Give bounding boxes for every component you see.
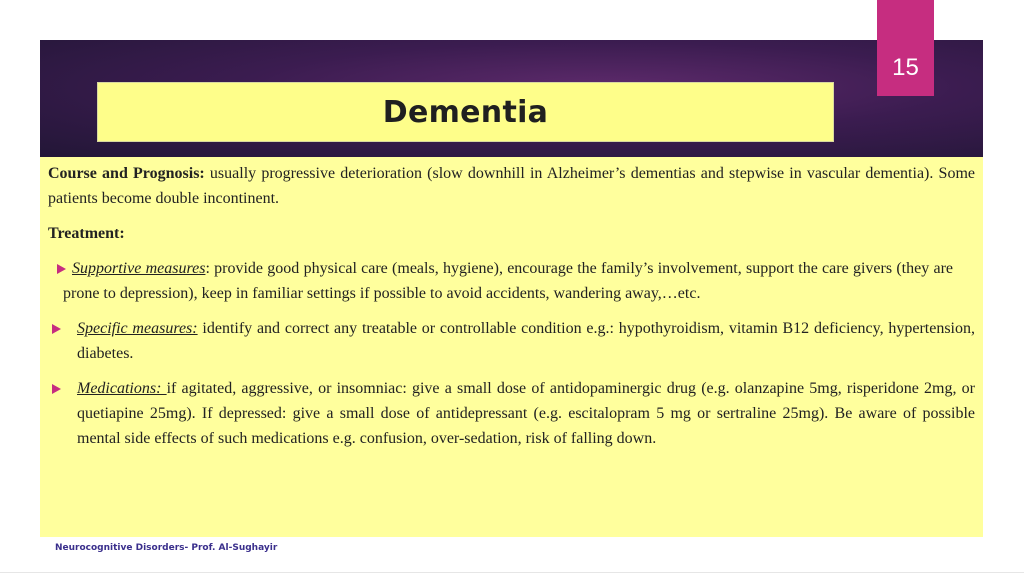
course-paragraph <box>48 161 975 211</box>
bullet-supportive <box>48 256 975 306</box>
title-box <box>97 82 834 142</box>
footer-text: Neurocognitive Disorders- Prof. Al-Sughayir <box>55 543 278 553</box>
course-text: usually progressive deterioration (slow downhill in Alzheimer’s dementias and stepwise in vascular dementia). Some patients become double incontinent. <box>48 165 976 207</box>
course-label: Course and Prognosis: <box>48 165 205 182</box>
body-text <box>48 161 975 461</box>
bullet-text-medications: if agitated, aggressive, or insomniac: give a small dose of antidopaminergic drug (e.g. olanzapine 5mg, risperidone 2mg, or quetiapine 25mg). If depressed: give a small dose of antidepressant (e.g. escitalopram 5 mg or sertraline 25mg). Be aware of possible mental side effects of such medications e.g. confusion, over-sedation, risk of falling down. <box>77 380 976 447</box>
content-area <box>40 157 983 537</box>
bottom-divider <box>0 572 1024 573</box>
slide-title: Dementia <box>382 94 549 130</box>
bullet-label-specific: Specific measures: <box>77 320 198 337</box>
bullet-specific <box>48 316 975 366</box>
bullet-medications <box>48 376 975 451</box>
page-number: 15 <box>892 54 919 81</box>
page-number-tab <box>877 0 934 96</box>
triangle-right-icon <box>52 324 61 334</box>
bullet-separator-supportive: : <box>205 260 210 277</box>
bullet-label-supportive: Supportive measures <box>72 260 206 277</box>
triangle-right-icon <box>57 264 66 274</box>
bullet-label-medications: Medications: <box>77 380 167 397</box>
triangle-right-icon <box>52 384 61 394</box>
treatment-heading: Treatment: <box>48 225 125 242</box>
bullet-text-supportive: provide good physical care (meals, hygiene), encourage the family’s involvement, support the care givers (they are prone to depression), keep in familiar settings if possible to avoid accidents, wandering away,…etc. <box>63 260 953 302</box>
bullet-text-specific: identify and correct any treatable or controllable condition e.g.: hypothyroidism, vitamin B12 deficiency, hypertension, diabetes. <box>77 320 976 362</box>
